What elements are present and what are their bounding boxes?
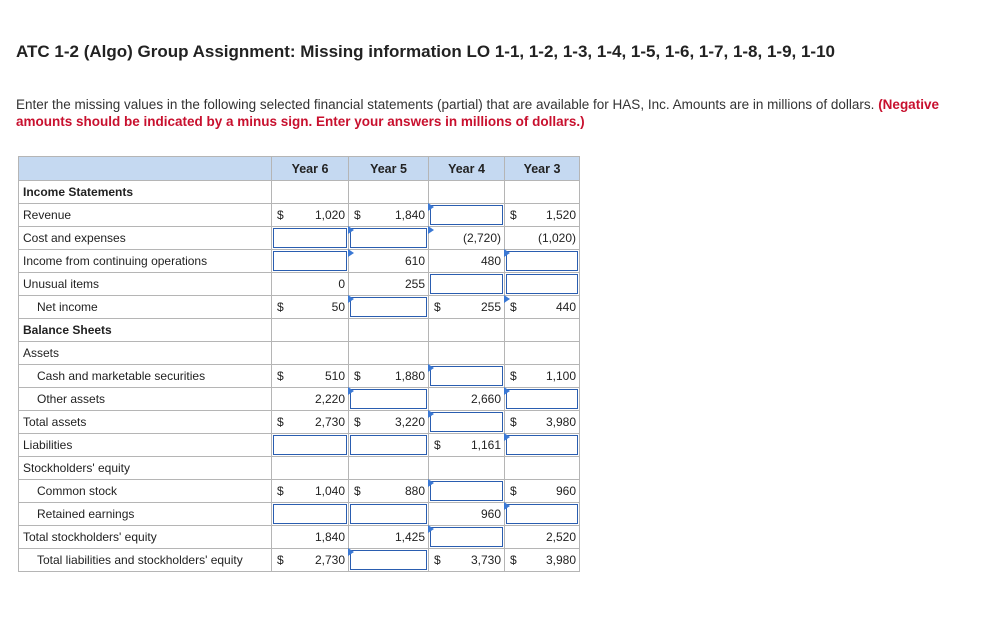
cash-year-3: $ 1,100 bbox=[505, 365, 580, 388]
tse-year-5: 1,425 bbox=[349, 526, 429, 549]
net-year-5[interactable] bbox=[349, 296, 429, 319]
row-label: Total liabilities and stockholders' equity bbox=[19, 549, 272, 572]
row-label: Unusual items bbox=[19, 273, 272, 296]
answer-input[interactable] bbox=[506, 504, 578, 524]
income-year-5: 610 bbox=[349, 250, 429, 273]
row-label: Cost and expenses bbox=[19, 227, 272, 250]
answer-input[interactable] bbox=[506, 274, 578, 294]
other-year-5[interactable] bbox=[349, 388, 429, 411]
header-year-4: Year 4 bbox=[429, 157, 505, 181]
row-liabilities bbox=[19, 434, 580, 457]
tse-year-4[interactable] bbox=[429, 526, 505, 549]
revenue-year-5: $ 1,840 bbox=[349, 204, 429, 227]
header-row bbox=[19, 157, 580, 181]
row-income-continuing bbox=[19, 250, 580, 273]
cost-year-5[interactable] bbox=[349, 227, 429, 250]
row-unusual-items bbox=[19, 273, 580, 296]
flag-icon bbox=[348, 226, 354, 234]
liab-year-3[interactable] bbox=[505, 434, 580, 457]
net-year-6: $ 50 bbox=[272, 296, 349, 319]
row-label: Cash and marketable securities bbox=[19, 365, 272, 388]
flag-icon bbox=[428, 203, 434, 211]
flag-icon bbox=[504, 295, 510, 303]
unusual-year-6: 0 bbox=[272, 273, 349, 296]
row-cash bbox=[19, 365, 580, 388]
answer-input[interactable] bbox=[430, 366, 503, 386]
row-label: Net income bbox=[19, 296, 272, 319]
answer-input[interactable] bbox=[350, 435, 427, 455]
cs-year-6: $ 1,040 bbox=[272, 480, 349, 503]
row-label: Retained earnings bbox=[19, 503, 272, 526]
row-assets bbox=[19, 342, 580, 365]
row-label: Total stockholders' equity bbox=[19, 526, 272, 549]
row-label: Assets bbox=[19, 342, 272, 365]
row-net-income bbox=[19, 296, 580, 319]
flag-icon bbox=[504, 433, 510, 441]
tle-year-6: $ 2,730 bbox=[272, 549, 349, 572]
instructions bbox=[16, 96, 976, 130]
section-heading: Balance Sheets bbox=[19, 319, 272, 342]
row-common-stock bbox=[19, 480, 580, 503]
tle-year-4: $ 3,730 bbox=[429, 549, 505, 572]
net-year-3: $ 440 bbox=[505, 296, 580, 319]
row-other-assets bbox=[19, 388, 580, 411]
cash-year-6: $ 510 bbox=[272, 365, 349, 388]
row-revenue bbox=[19, 204, 580, 227]
revenue-year-3: $ 1,520 bbox=[505, 204, 580, 227]
income-year-3[interactable] bbox=[505, 250, 580, 273]
other-year-4: 2,660 bbox=[429, 388, 505, 411]
row-label: Total assets bbox=[19, 411, 272, 434]
cs-year-5: $ 880 bbox=[349, 480, 429, 503]
flag-icon bbox=[348, 387, 354, 395]
row-cost-and-expenses bbox=[19, 227, 580, 250]
cost-year-3: (1,020) bbox=[505, 227, 580, 250]
row-total-stockholders-equity bbox=[19, 526, 580, 549]
flag-icon bbox=[504, 387, 510, 395]
header-year-6: Year 6 bbox=[272, 157, 349, 181]
header-year-5: Year 5 bbox=[349, 157, 429, 181]
re-year-6[interactable] bbox=[272, 503, 349, 526]
unusual-year-5: 255 bbox=[349, 273, 429, 296]
re-year-3[interactable] bbox=[505, 503, 580, 526]
tse-year-6: 1,840 bbox=[272, 526, 349, 549]
header-blank bbox=[19, 157, 272, 181]
liab-year-4: $ 1,161 bbox=[429, 434, 505, 457]
answer-input[interactable] bbox=[506, 435, 578, 455]
answer-input[interactable] bbox=[273, 504, 347, 524]
flag-icon bbox=[504, 249, 510, 257]
flag-icon bbox=[428, 410, 434, 418]
row-label: Stockholders' equity bbox=[19, 457, 272, 480]
flag-icon bbox=[428, 479, 434, 487]
cash-year-4[interactable] bbox=[429, 365, 505, 388]
answer-input[interactable] bbox=[506, 251, 578, 271]
tle-year-5[interactable] bbox=[349, 549, 429, 572]
row-label: Common stock bbox=[19, 480, 272, 503]
answer-input[interactable] bbox=[430, 274, 503, 294]
answer-input[interactable] bbox=[506, 389, 578, 409]
cost-year-4: (2,720) bbox=[429, 227, 505, 250]
liab-year-5[interactable] bbox=[349, 434, 429, 457]
flag-icon bbox=[348, 295, 354, 303]
flag-icon bbox=[504, 502, 510, 510]
flag-icon bbox=[428, 364, 434, 372]
answer-input[interactable] bbox=[350, 228, 427, 248]
header-year-3: Year 3 bbox=[505, 157, 580, 181]
answer-input[interactable] bbox=[273, 251, 347, 271]
cs-year-3: $ 960 bbox=[505, 480, 580, 503]
flag-icon bbox=[428, 525, 434, 533]
ta-year-6: $ 2,730 bbox=[272, 411, 349, 434]
row-stockholders-equity bbox=[19, 457, 580, 480]
cs-year-4[interactable] bbox=[429, 480, 505, 503]
ta-year-4[interactable] bbox=[429, 411, 505, 434]
revenue-year-4[interactable] bbox=[429, 204, 505, 227]
instructions-text: Enter the missing values in the following selected financial statements (partial) that are available for HAS, Inc. Amounts are in millions of dollars. bbox=[16, 97, 875, 112]
section-heading: Income Statements bbox=[19, 181, 272, 204]
row-income-statements bbox=[19, 181, 580, 204]
other-year-6: 2,220 bbox=[272, 388, 349, 411]
row-label: Other assets bbox=[19, 388, 272, 411]
unusual-year-3[interactable] bbox=[505, 273, 580, 296]
row-retained-earnings bbox=[19, 503, 580, 526]
revenue-year-6: $ 1,020 bbox=[272, 204, 349, 227]
financial-statements-table bbox=[18, 156, 580, 572]
row-total-assets bbox=[19, 411, 580, 434]
row-label: Revenue bbox=[19, 204, 272, 227]
instructions-emphasis: (Negative amounts should be indicated by a minus sign. Enter your answers in millions of dollars.) bbox=[16, 97, 939, 129]
row-label: Liabilities bbox=[19, 434, 272, 457]
income-year-6[interactable] bbox=[272, 250, 349, 273]
answer-input[interactable] bbox=[273, 435, 347, 455]
answer-input[interactable] bbox=[430, 205, 503, 225]
income-year-4: 480 bbox=[429, 250, 505, 273]
re-year-4: 960 bbox=[429, 503, 505, 526]
flag-icon bbox=[348, 249, 354, 257]
cash-year-5: $ 1,880 bbox=[349, 365, 429, 388]
answer-input[interactable] bbox=[430, 527, 503, 547]
row-balance-sheets bbox=[19, 319, 580, 342]
liab-year-6[interactable] bbox=[272, 434, 349, 457]
answer-input[interactable] bbox=[350, 550, 427, 570]
answer-input[interactable] bbox=[350, 297, 427, 317]
answer-input[interactable] bbox=[350, 389, 427, 409]
row-label: Income from continuing operations bbox=[19, 250, 272, 273]
answer-input[interactable] bbox=[430, 412, 503, 432]
page-title: ATC 1-2 (Algo) Group Assignment: Missing information LO 1-1, 1-2, 1-3, 1-4, 1-5, 1-6, 1-7, 1-8, 1-9, 1-10 bbox=[16, 42, 835, 61]
ta-year-3: $ 3,980 bbox=[505, 411, 580, 434]
flag-icon bbox=[428, 226, 434, 234]
unusual-year-4[interactable] bbox=[429, 273, 505, 296]
tse-year-3: 2,520 bbox=[505, 526, 580, 549]
cost-year-6[interactable] bbox=[272, 227, 349, 250]
flag-icon bbox=[348, 548, 354, 556]
answer-input[interactable] bbox=[430, 481, 503, 501]
tle-year-3: $ 3,980 bbox=[505, 549, 580, 572]
other-year-3[interactable] bbox=[505, 388, 580, 411]
ta-year-5: $ 3,220 bbox=[349, 411, 429, 434]
answer-input[interactable] bbox=[273, 228, 347, 248]
re-year-5[interactable] bbox=[349, 503, 429, 526]
row-total-liab-equity bbox=[19, 549, 580, 572]
answer-input[interactable] bbox=[350, 504, 427, 524]
net-year-4: $ 255 bbox=[429, 296, 505, 319]
